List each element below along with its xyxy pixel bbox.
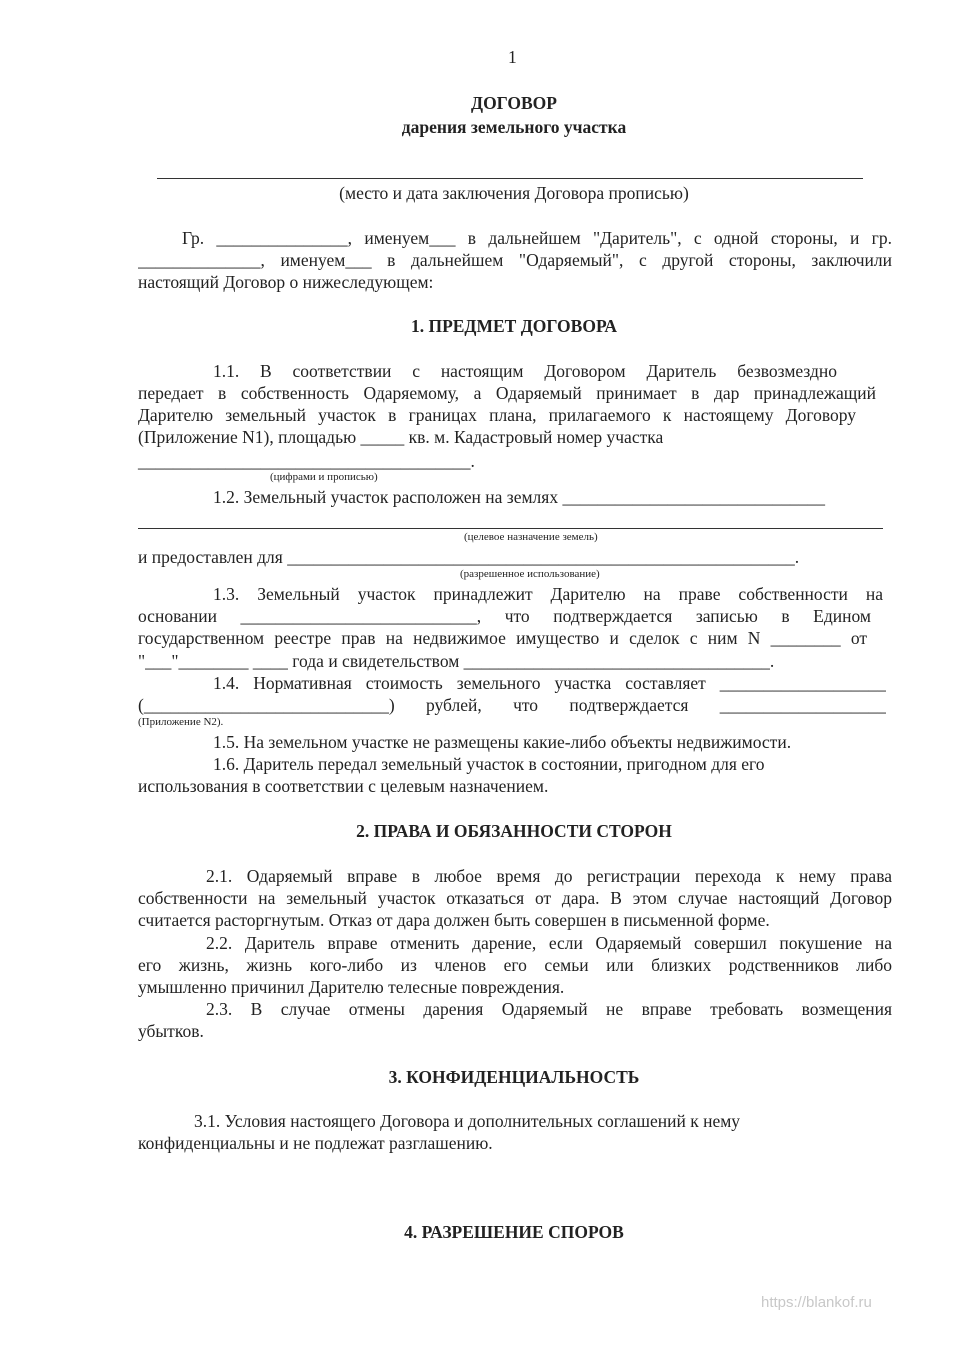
clause-1-6-line-1: 1.6. Даритель передал земельный участок в состоянии, пригодном для его xyxy=(213,754,765,774)
clause-1-2-line-1: 1.2. Земельный участок расположен на землях ______________________________ xyxy=(213,487,825,507)
place-date-caption: (место и дата заключения Договора прописью) xyxy=(339,183,689,203)
preamble-line-2: ______________, именуем___ в дальнейшем "Одаряемый", с другой стороны, заключили xyxy=(138,250,892,270)
caption-purpose: (целевое назначение земель) xyxy=(464,531,598,543)
clause-1-3-line-2: основании ___________________________, что подтверждается записью в Едином xyxy=(138,606,871,626)
clause-3-1-line-2: конфиденциальны и не подлежат разглашению. xyxy=(138,1133,493,1153)
document-subtitle: дарения земельного участка xyxy=(401,117,627,137)
place-date-line xyxy=(157,178,863,179)
preamble-line-1: Гр. _______________, именуем___ в дальнейшем "Даритель", с одной стороны, и гр. xyxy=(182,228,892,248)
clause-2-3-line-2: убытков. xyxy=(138,1021,204,1041)
clause-1-3-line-3: государственном реестре прав на недвижимое имущество и сделок с ним N ________ от xyxy=(138,628,867,648)
section-1-heading: 1. ПРЕДМЕТ ДОГОВОРА xyxy=(410,316,618,336)
clause-2-2-line-3: умышленно причинил Дарителю телесные повреждения. xyxy=(138,977,565,997)
caption-appendix: (Приложение N2). xyxy=(138,716,224,728)
caption-digits: (цифрами и прописью) xyxy=(270,471,378,483)
clause-2-3-line-1: 2.3. В случае отмены дарения Одаряемый не вправе требовать возмещения xyxy=(206,999,892,1019)
clause-2-1-line-3: считается расторгнутым. Отказ от дара должен быть совершен в письменной форме. xyxy=(138,910,770,930)
section-3-heading: 3. КОНФИДЕНЦИАЛЬНОСТЬ xyxy=(388,1067,640,1087)
clause-1-1-line-5: ______________________________________. xyxy=(138,451,475,471)
clause-3-1-line-1: 3.1. Условия настоящего Договора и дополнительных соглашений к нему xyxy=(194,1111,741,1131)
clause-1-3-line-1: 1.3. Земельный участок принадлежит Дарителю на праве собственности на xyxy=(213,584,883,604)
caption-permitted: (разрешенное использование) xyxy=(460,568,600,580)
clause-2-2-line-1: 2.2. Даритель вправе отменить дарение, если Одаряемый совершил покушение на xyxy=(206,933,892,953)
clause-1-6-line-2: использования в соответствии с целевым назначением. xyxy=(138,776,549,796)
section-2-heading: 2. ПРАВА И ОБЯЗАННОСТИ СТОРОН xyxy=(356,821,672,841)
clause-1-5: 1.5. На земельном участке не размещены какие-либо объекты недвижимости. xyxy=(213,732,792,752)
clause-2-2-line-2: его жизнь, жизнь кого-либо из членов его семьи или близких родственников либо xyxy=(138,955,892,975)
clause-2-1-line-2: собственности на земельный участок отказаться от дара. В этом случае настоящий Договор xyxy=(138,888,892,908)
preamble-line-3: настоящий Договор о нижеследующем: xyxy=(138,272,434,292)
clause-2-1-line-1: 2.1. Одаряемый вправе в любое время до регистрации перехода к нему права xyxy=(206,866,892,886)
document-title: ДОГОВОР xyxy=(471,93,557,113)
clause-1-3-line-4: "___"________ ____ года и свидетельством ___________________________________. xyxy=(138,651,775,671)
clause-1-4-line-1: 1.4. Нормативная стоимость земельного участка составляет ___________________ xyxy=(213,673,886,693)
clause-1-2-line-2: и предоставлен для __________________________________________________________. xyxy=(138,547,800,567)
land-category-line xyxy=(138,528,883,529)
page-number: 1 xyxy=(508,47,517,67)
clause-1-1-line-3: Дарителю земельный участок в границах плана, прилагаемого к настоящему Договору xyxy=(138,405,856,425)
clause-1-4-line-2: (____________________________) рублей, что подтверждается ___________________ xyxy=(138,695,886,715)
clause-1-1-line-1: 1.1. В соответствии с настоящим Договором Даритель безвозмездно xyxy=(213,361,837,381)
section-4-heading: 4. РАЗРЕШЕНИЕ СПОРОВ xyxy=(404,1222,624,1242)
clause-1-1-line-4: (Приложение N1), площадью _____ кв. м. Кадастровый номер участка xyxy=(138,427,664,447)
watermark-url: https://blankof.ru xyxy=(761,1294,872,1311)
clause-1-1-line-2: передает в собственность Одаряемому, а Одаряемый принимает в дар принадлежащий xyxy=(138,383,876,403)
